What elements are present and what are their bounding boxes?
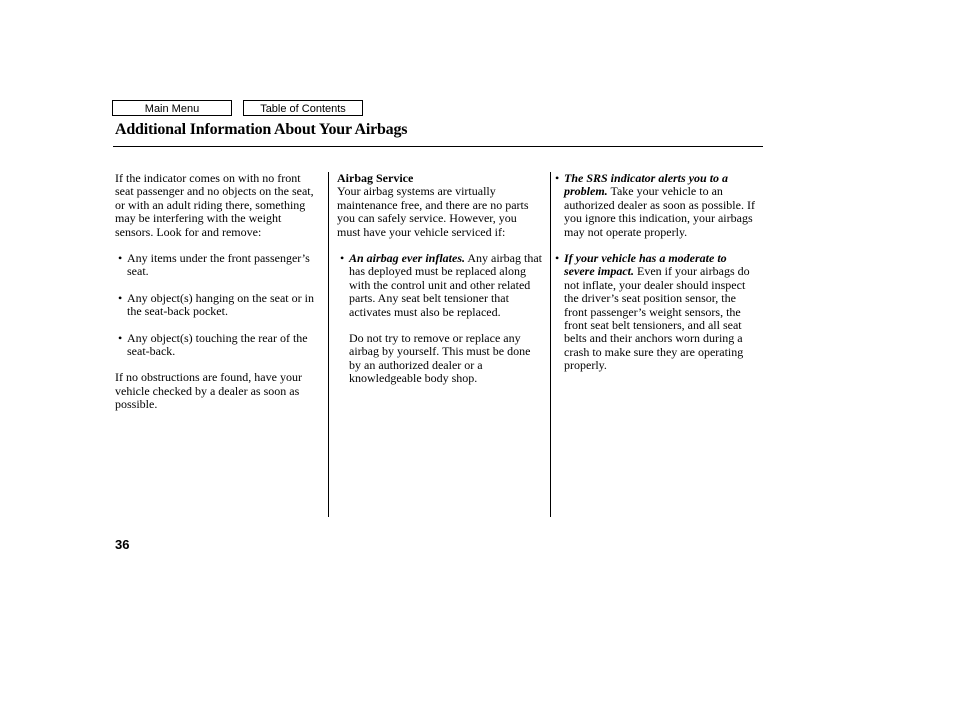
list-item [337, 252, 543, 319]
bullet-icon: • [340, 251, 345, 266]
column-divider [550, 172, 551, 517]
section-heading: Airbag Service [337, 171, 414, 185]
indicator-intro-text: If the indicator comes on with no front seat passenger and no objects on the seat, or with an adult riding there, something may be interfering with the weight sensors. Look for and remove: [115, 171, 314, 239]
page-number: 36 [115, 537, 130, 552]
list-item-text: Even if your airbags do not inflate, your dealer should inspect the driver’s seat position sensor, the front passenger’s weight sensors, the front seat belt tensioners, and all seat belts and their anchors worn during a crash to make sure they are operating properly. [564, 264, 750, 373]
bullet-icon: • [118, 251, 123, 266]
list-item [552, 252, 759, 373]
list-item [115, 252, 320, 279]
table-of-contents-button[interactable]: Table of Contents [243, 100, 363, 116]
airbag-service-intro: Your airbag systems are virtually maintenance free, and there are no parts you can safely service. However, you must have your vehicle serviced if: [337, 184, 529, 239]
list-item-text: Any airbag that has deployed must be replaced along with the control unit and other related parts. Any seat belt tensioner that activates must also be replaced. [349, 251, 542, 319]
column-left [115, 172, 320, 412]
list-item-text: Any object(s) hanging on the seat or in the seat-back pocket. [127, 290, 314, 319]
bullet-icon: • [118, 330, 123, 345]
list-item-text: Any object(s) touching the rear of the seat-back. [127, 330, 308, 359]
list-item-text: Take your vehicle to an authorized dealer as soon as possible. If you ignore this indication, your airbags may not operate properly. [564, 184, 755, 239]
page-title: Additional Information About Your Airbags [115, 121, 408, 138]
replace-warning-text: Do not try to remove or replace any airbag by yourself. This must be done by an authorized dealer or a knowledgeable body shop. [349, 331, 531, 386]
column-divider [328, 172, 329, 517]
list-item-text: Any items under the front passenger’s seat. [127, 251, 310, 279]
main-menu-button[interactable]: Main Menu [112, 100, 232, 116]
column-middle [337, 172, 543, 386]
bullet-icon: • [555, 251, 560, 266]
list-item-lead: If your vehicle has a moderate to severe impact. [564, 251, 727, 279]
bullet-icon: • [555, 171, 560, 185]
bullet-icon: • [118, 290, 123, 305]
list-item [115, 292, 320, 319]
list-item-lead: An airbag ever inflates. [349, 251, 465, 266]
list-item [115, 332, 320, 359]
column-right [555, 171, 759, 373]
no-obstruction-text: If no obstructions are found, have your vehicle checked by a dealer as soon as possible. [115, 370, 302, 412]
list-item [552, 172, 759, 239]
title-divider [113, 146, 763, 147]
list-item-lead: The SRS indicator alerts you to a problem. [564, 171, 729, 199]
